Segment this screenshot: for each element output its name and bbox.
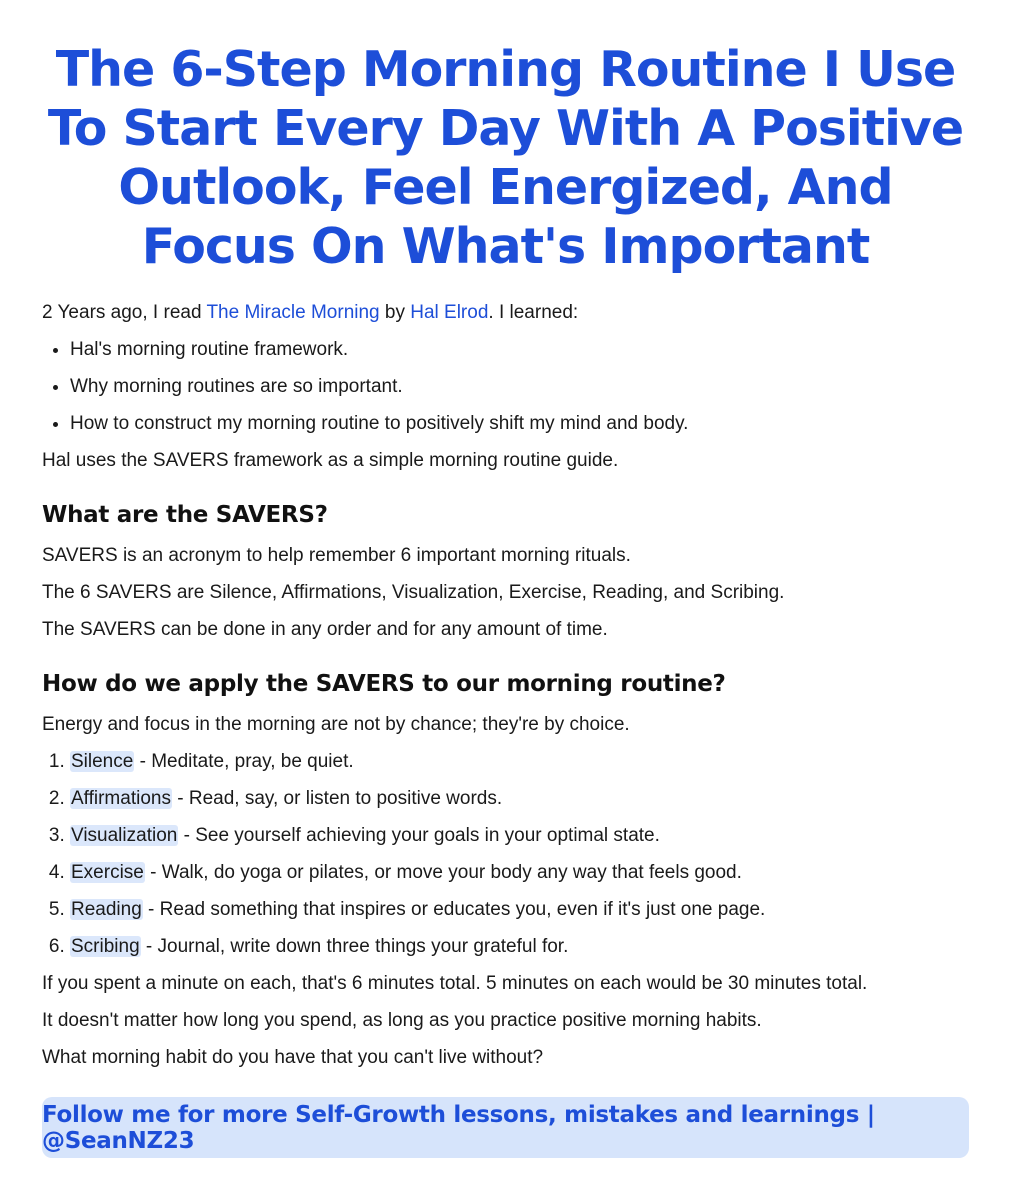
learned-item: • Hal's morning routine framework. xyxy=(70,331,969,368)
learned-item: • How to construct my morning routine to positively shift my mind and body. xyxy=(70,405,969,442)
book-link[interactable]: The Miracle Morning xyxy=(206,302,380,323)
intro-by: by xyxy=(379,302,411,323)
author-link[interactable]: Hal Elrod xyxy=(410,302,489,323)
intro-suffix: . I learned: xyxy=(488,302,579,323)
savers-paragraph: The SAVERS can be done in any order and for any amount of time. xyxy=(42,619,608,640)
framework-paragraph: Hal uses the SAVERS framework as a simple morning routine guide. xyxy=(42,450,619,471)
intro-prefix: 2 Years ago, I read xyxy=(42,302,207,323)
savers-paragraph: The 6 SAVERS are Silence, Affirmations, Visualization, Exercise, Reading, and Scribing. xyxy=(42,582,785,603)
step-item xyxy=(70,743,969,780)
step-item xyxy=(70,928,969,965)
closing-paragraph: If you spent a minute on each, that's 6 minutes total. 5 minutes on each would be 30 minutes total. xyxy=(42,973,868,994)
step-desc: - Meditate, pray, be quiet. xyxy=(134,751,354,772)
step-desc: - Walk, do yoga or pilates, or move your body any way that feels good. xyxy=(144,862,742,883)
step-term: Silence xyxy=(71,751,134,772)
step-item xyxy=(70,891,969,928)
step-desc: - Journal, write down three things your grateful for. xyxy=(140,936,569,957)
step-item xyxy=(70,854,969,891)
intro-paragraph xyxy=(42,294,969,331)
closing-question: What morning habit do you have that you can't live without? xyxy=(42,1047,544,1068)
section-heading-savers: What are the SAVERS? xyxy=(42,502,328,528)
step-term: Affirmations xyxy=(71,788,171,809)
learned-list xyxy=(42,331,969,442)
savers-paragraph: SAVERS is an acronym to help remember 6 important morning rituals. xyxy=(42,545,631,566)
closing-paragraph: It doesn't matter how long you spend, as long as you practice positive morning habits. xyxy=(42,1010,762,1031)
step-term: Visualization xyxy=(71,825,178,846)
article-body xyxy=(42,294,969,1076)
follow-cta-banner[interactable]: Follow me for more Self-Growth lessons, mistakes and learnings | @SeanNZ23 xyxy=(42,1097,969,1158)
step-desc: - Read something that inspires or educates you, even if it's just one page. xyxy=(142,899,766,920)
step-term: Scribing xyxy=(71,936,140,957)
section-heading-apply: How do we apply the SAVERS to our morning routine? xyxy=(42,671,726,697)
step-term: Reading xyxy=(71,899,142,920)
learned-item: • Why morning routines are so important. xyxy=(70,368,969,405)
step-item xyxy=(70,780,969,817)
page-title: The 6-Step Morning Routine I Use To Start Every Day With A Positive Outlook, Feel Energized, And Focus On What's Important xyxy=(47,41,964,275)
apply-lead: Energy and focus in the morning are not by chance; they're by choice. xyxy=(42,714,630,735)
step-desc: - Read, say, or listen to positive words. xyxy=(171,788,503,809)
step-desc: - See yourself achieving your goals in your optimal state. xyxy=(178,825,660,846)
savers-steps-list xyxy=(42,743,969,965)
step-term: Exercise xyxy=(71,862,144,883)
step-item xyxy=(70,817,969,854)
